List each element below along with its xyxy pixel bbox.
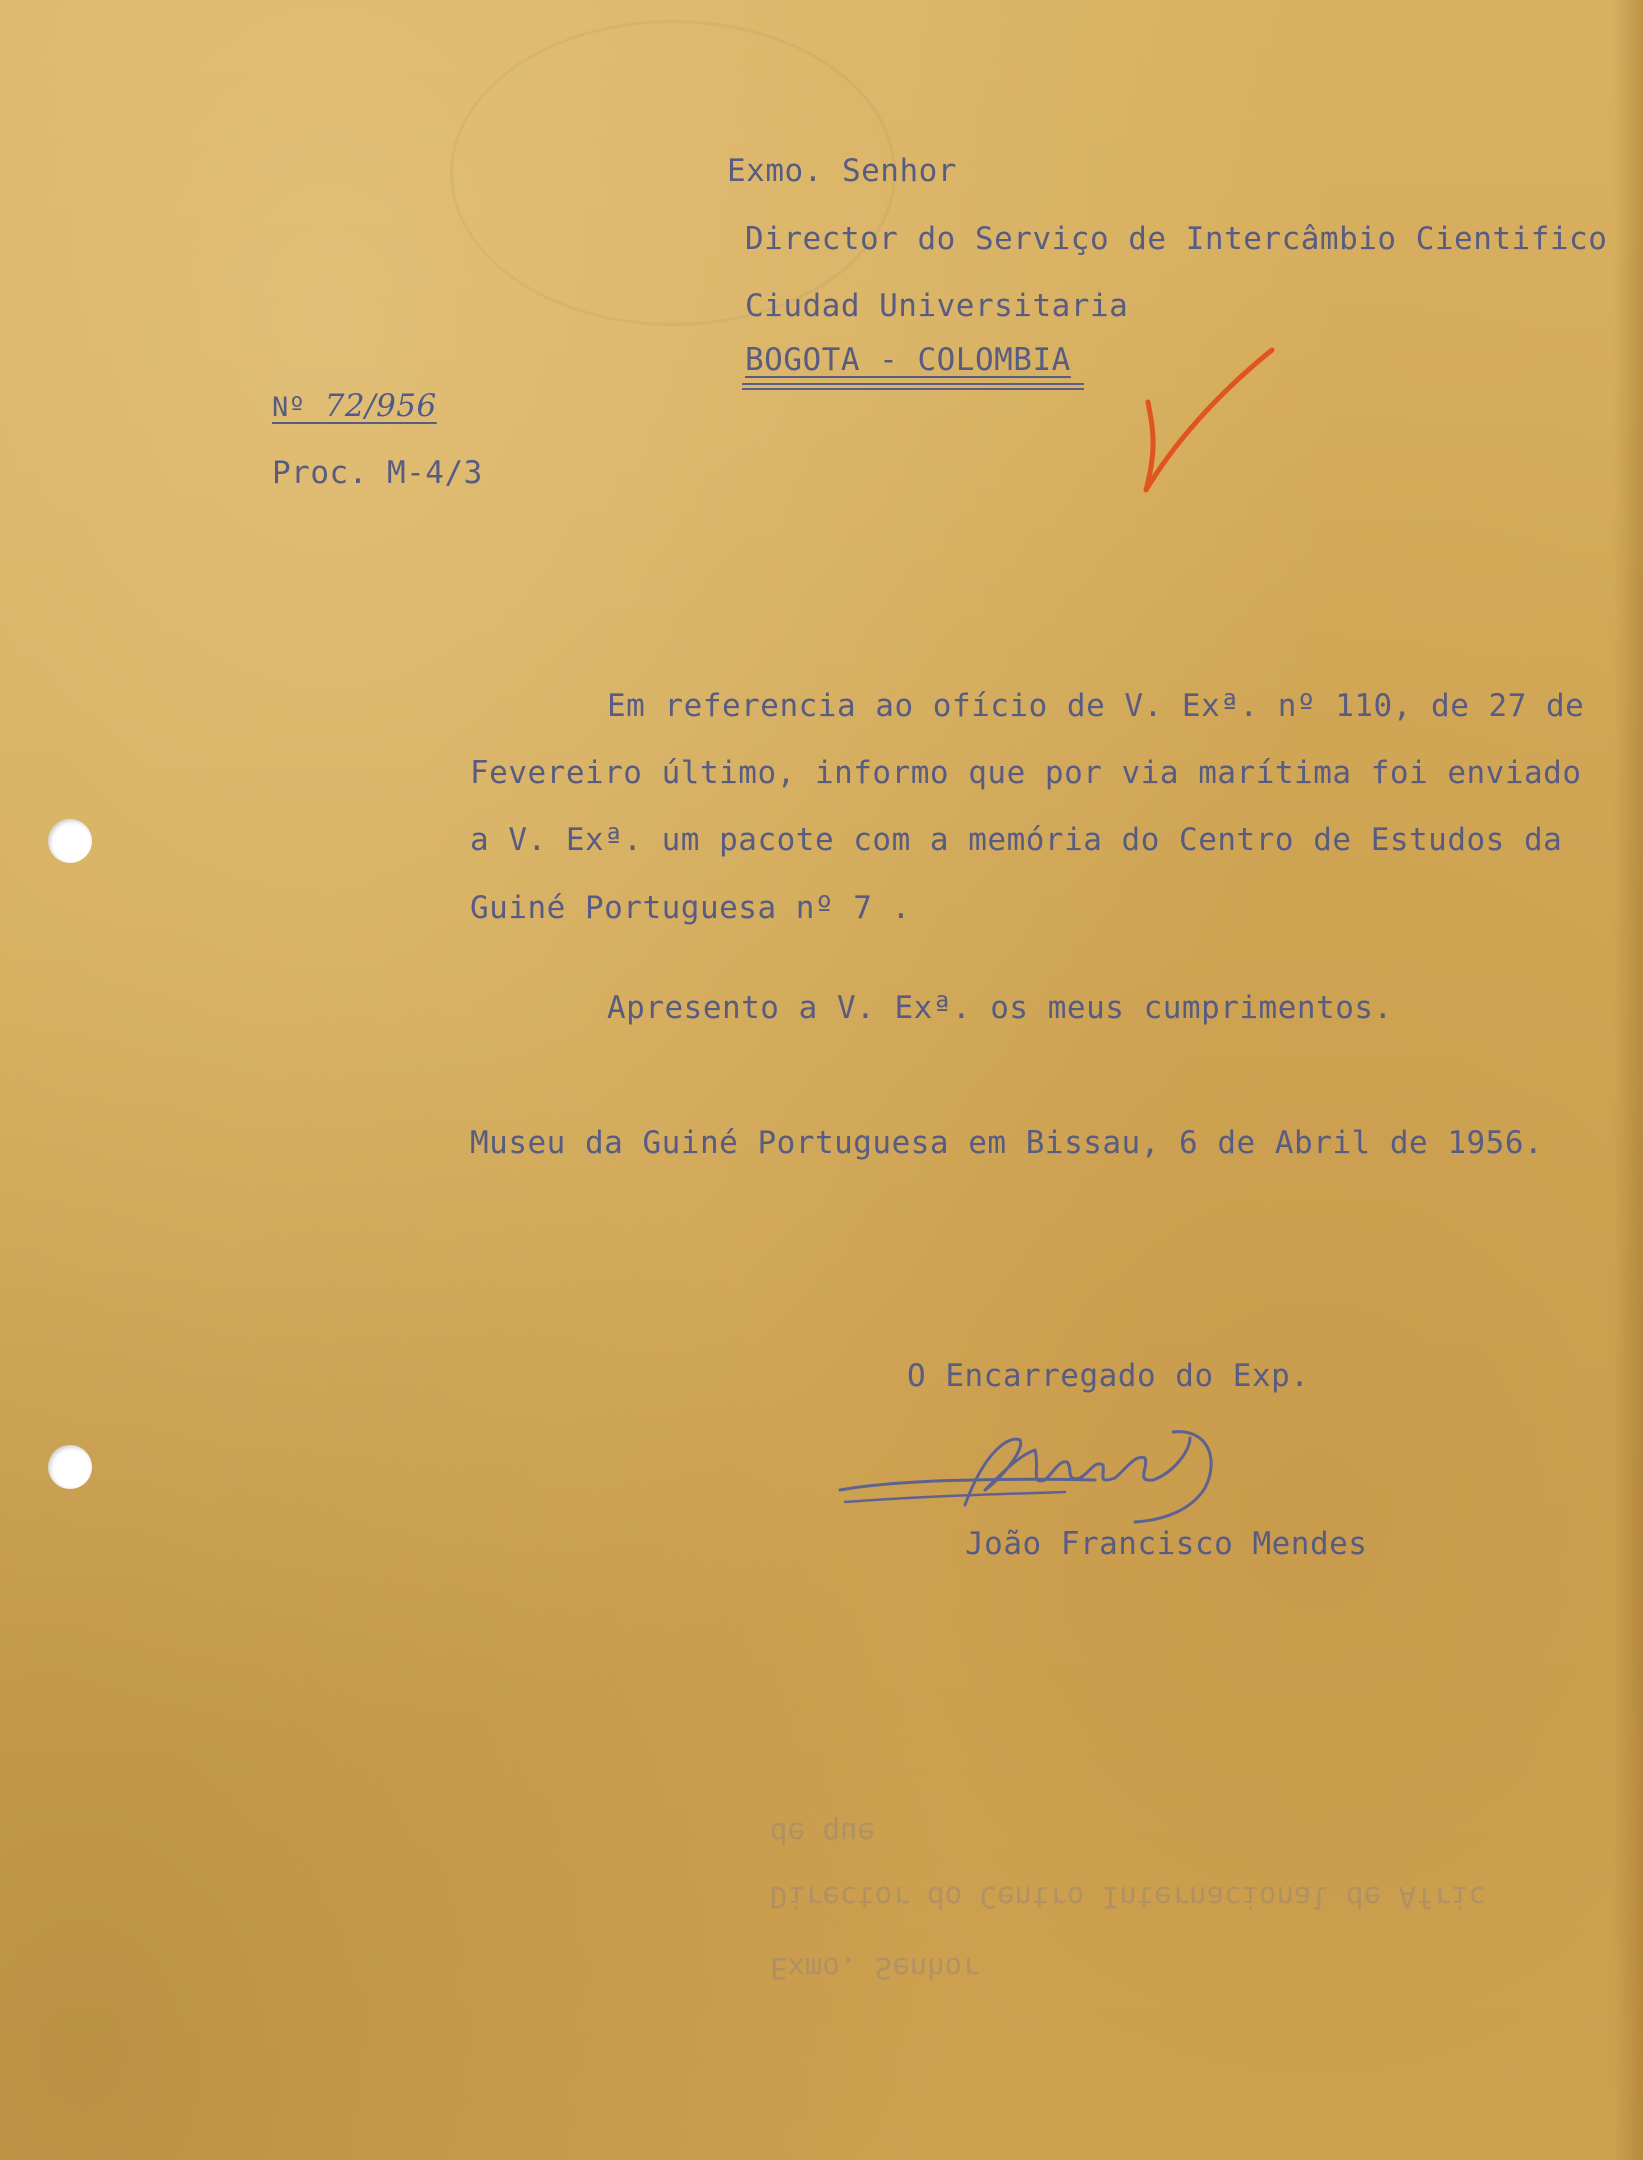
bleed-through-line-2: Director do Centro Internacional de Afric	[770, 1880, 1486, 1914]
reference-number-label: Nº	[272, 392, 306, 423]
recipient-title: Director do Serviço de Intercâmbio Cientifico	[745, 221, 1608, 257]
punch-hole-bottom	[48, 1445, 92, 1489]
place-and-date: Museu da Guiné Portuguesa em Bissau, 6 de Abril de 1956.	[470, 1125, 1544, 1161]
recipient-institution: Ciudad Universitaria	[745, 288, 1129, 324]
check-mark-icon	[1130, 340, 1290, 500]
process-number: Proc. M-4/3	[272, 455, 483, 491]
closing-line: Apresento a V. Exª. os meus cumprimentos.	[607, 990, 1393, 1026]
bleed-through-line-1: de que	[770, 1816, 875, 1850]
paper-edge-shadow	[1613, 0, 1643, 2160]
body-line-1: Em referencia ao ofício de V. Exª. nº 110, de 27 de	[607, 688, 1585, 724]
body-line-4: Guiné Portuguesa nº 7 .	[470, 890, 911, 926]
salutation: Exmo. Senhor	[727, 153, 957, 189]
body-line-3: a V. Exª. um pacote com a memória do Centro de Estudos da	[470, 822, 1563, 858]
punch-hole-top	[48, 819, 92, 863]
signatory-role: O Encarregado do Exp.	[907, 1358, 1310, 1394]
reference-number	[272, 388, 437, 424]
recipient-location: BOGOTA - COLOMBIA	[745, 342, 1071, 378]
signatory-name: João Francisco Mendes	[965, 1526, 1368, 1562]
reference-number-value: 72/956	[324, 388, 437, 424]
location-double-underline	[742, 383, 1084, 390]
body-line-2: Fevereiro último, informo que por via marítima foi enviado	[470, 755, 1582, 791]
handwritten-signature-icon	[835, 1410, 1315, 1540]
bleed-through-line-3: Exmo. Senhor	[770, 1951, 980, 1985]
